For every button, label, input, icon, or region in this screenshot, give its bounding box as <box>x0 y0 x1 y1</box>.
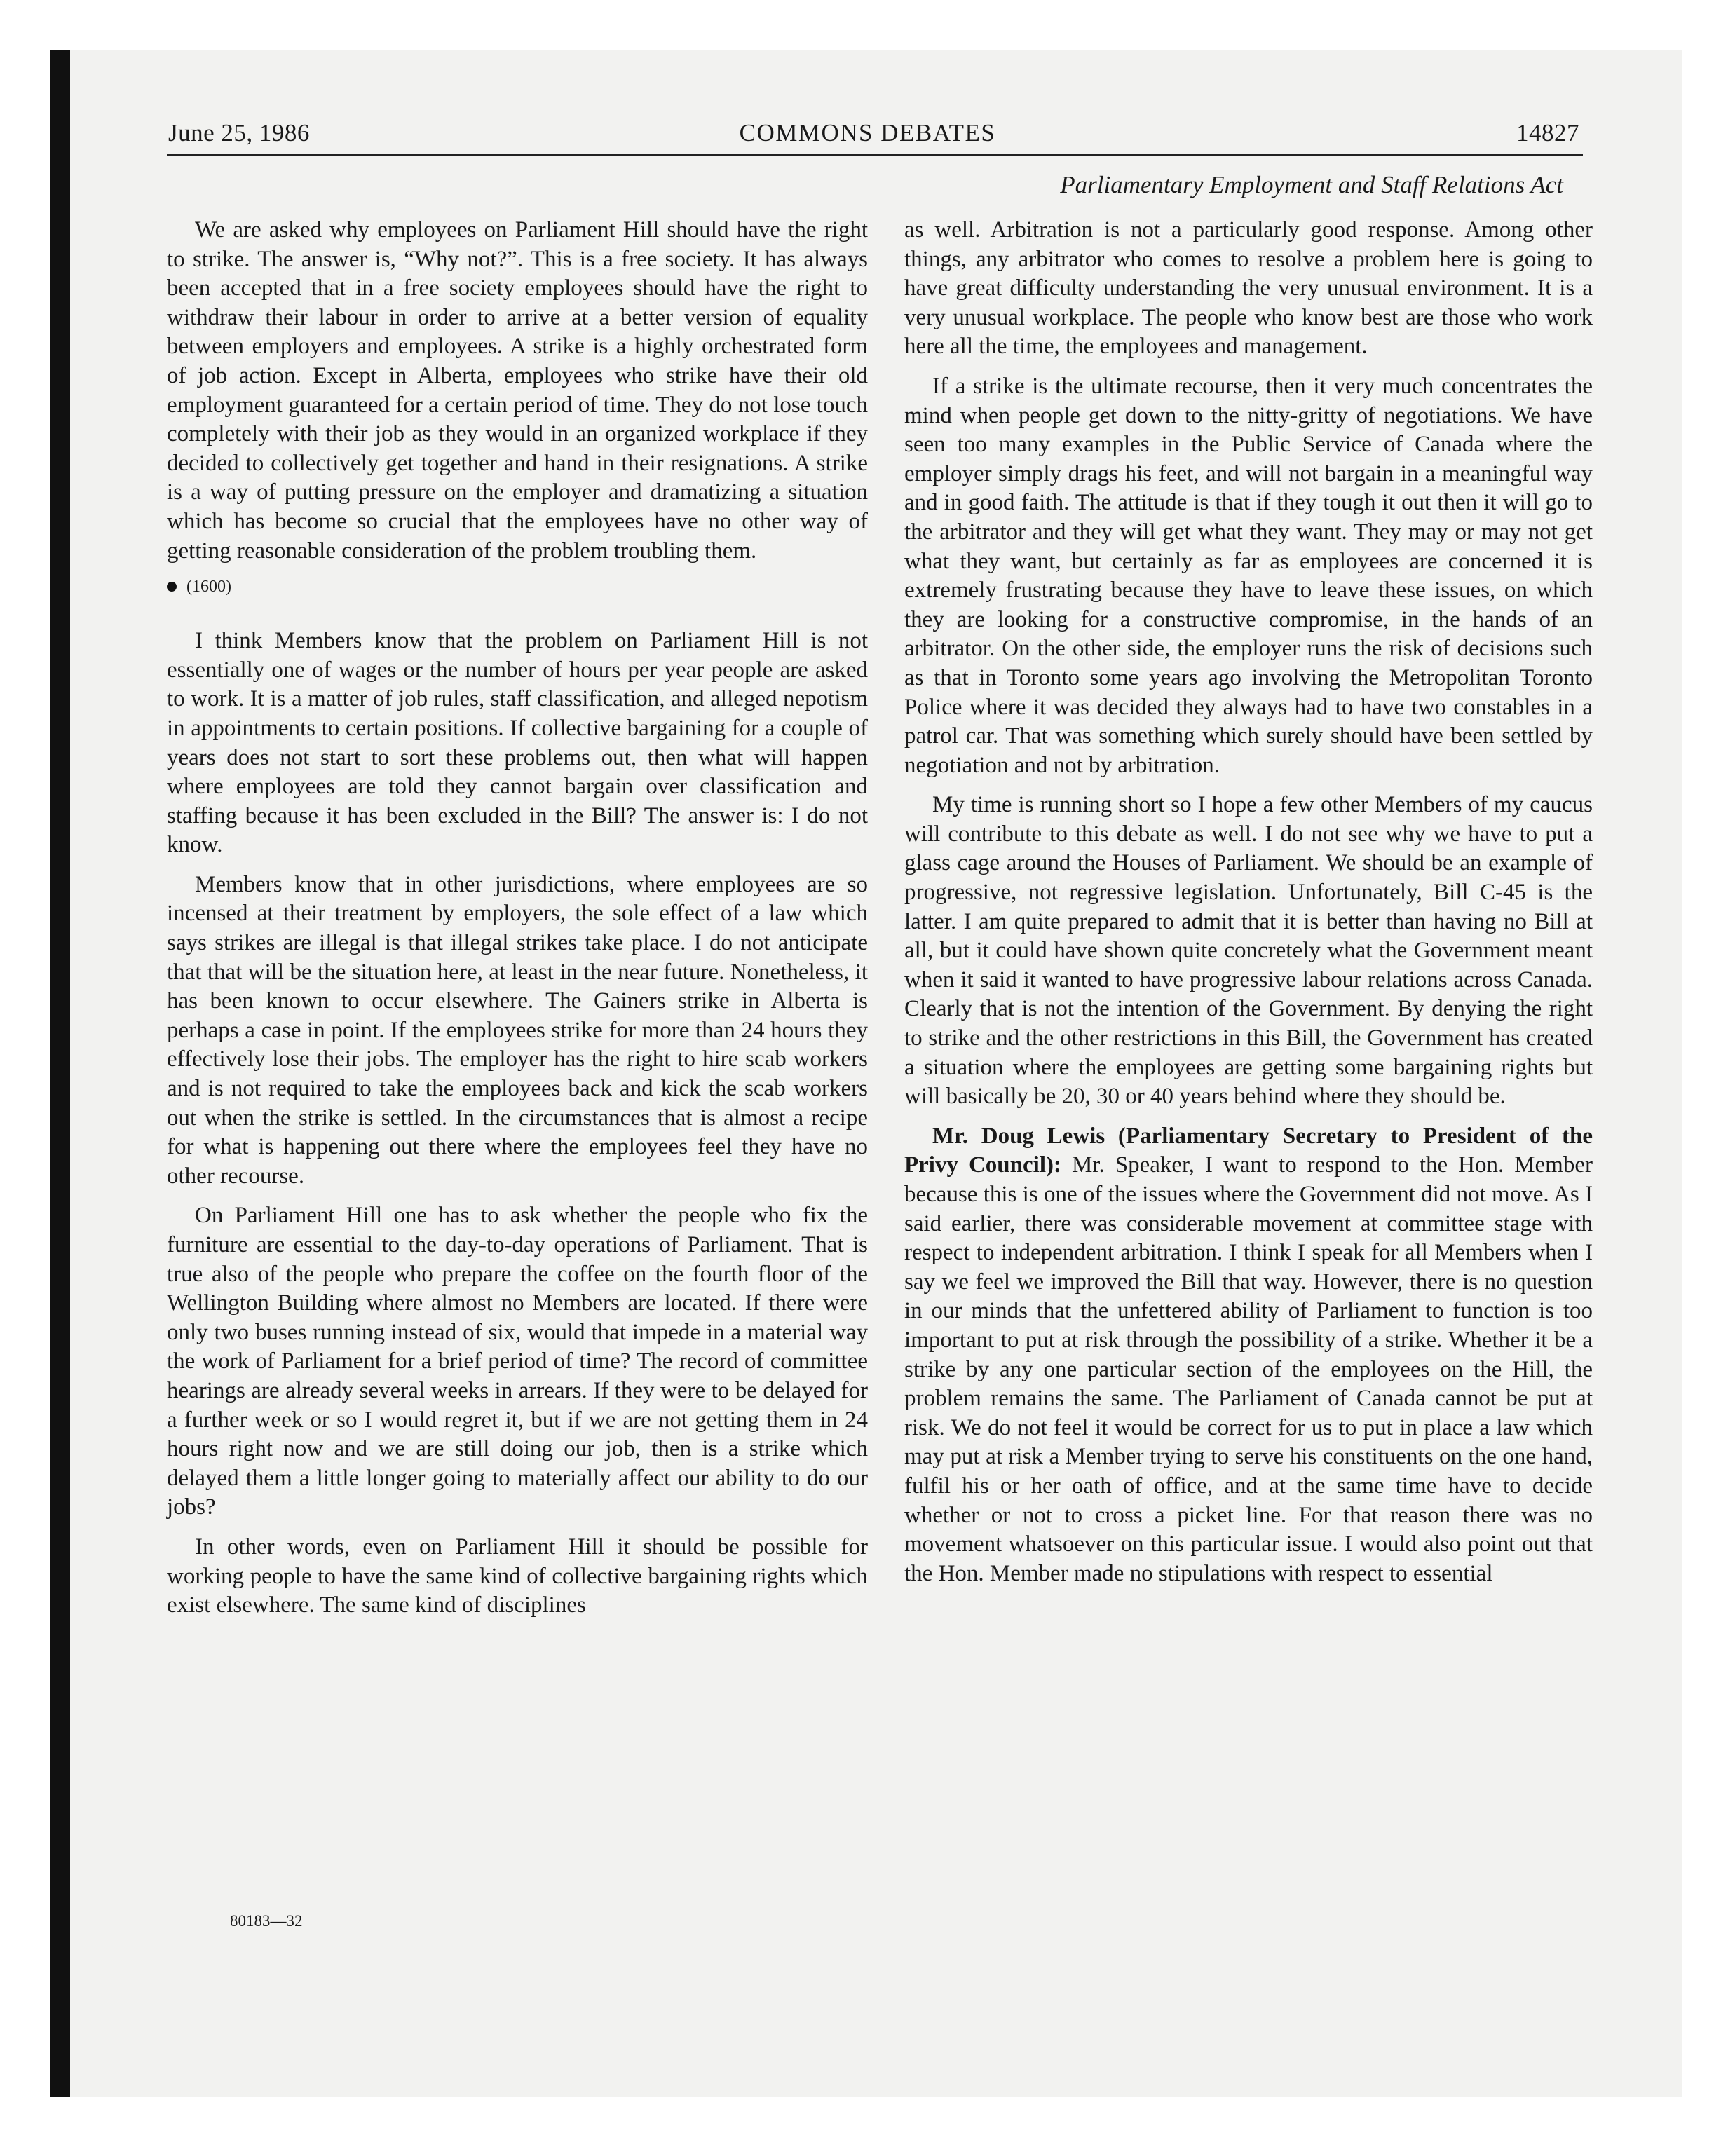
scan-edge <box>50 50 70 2097</box>
left-paragraph-4: On Parliament Hill one has to ask whether the people who fix the furniture are essential to the day-to-day operations of Parliament. That is true also of the people who prepare the coffee on the fourth floor of the Wellington Building where almost no Members are located. If there were only two buses running instead of six, would that impede in a material way the work of Parliament for a brief period of time? The record of committee hearings are already several weeks in arrears. If they were to be delayed for a further week or so I would regret it, but if we are not getting them in 24 hours right now and we are still doing our job, then is a strike which delayed them a little longer going to materially affect our ability to do our jobs? <box>167 1203 868 1520</box>
left-column <box>167 216 868 1631</box>
right-column <box>904 216 1593 1599</box>
speech-text: Mr. Speaker, I want to respond to the Hon. Member because this is one of the issues where the Government did not move. As I said earlier, there was considerable movement at committee stage with respect to independent arbitration. I think I speak for all Members when I say we feel we improved the Bill that way. However, there is no question in our minds that the unfettered ability of Parliament to function is too important to put at risk through the possibility of a strike. Whether it be a strike by any one particular section of the employees on the Hill, the problem remains the same. The Parliament of Canada cannot be put at risk. We do not feel it would be correct for us to put in place a law which may put at risk a Member trying to serve his constituents on the one hand, fulfil his or her oath of office, and at the same time have to decide whether or not to cross a picket line. For that reason there was no movement whatsoever on this particular issue. I would also point out that the Hon. Member made no stipulations with respect to essential <box>904 1152 1593 1586</box>
header-date: June 25, 1986 <box>168 119 310 146</box>
right-paragraph-1: as well. Arbitration is not a particularly good response. Among other things, any arbitrator who comes to resolve a problem here is going to have great difficulty understanding the very unusual environment. It is a very unusual workplace. The people who know best are those who work here all the time, the employees and management. <box>904 217 1593 360</box>
header-title: COMMONS DEBATES <box>739 119 996 146</box>
header-page-number: 14827 <box>1516 119 1579 146</box>
subject-heading: Parliamentary Employment and Staff Relations Act <box>1060 171 1563 198</box>
time-marker <box>167 576 868 597</box>
left-paragraph-2: I think Members know that the problem on Parliament Hill is not essentially one of wages or the number of hours per year people are asked to work. It is a matter of job rules, staff classification, and alleged nepotism in appointments to certain positions. If collective bargaining for a couple of years does not start to sort these problems out, then what will happen where employees are told they cannot bargain over classification and staffing because it has been excluded in the Bill? The answer is: I do not know. <box>167 628 868 858</box>
right-paragraph-3: My time is running short so I hope a few other Members of my caucus will contribute to this debate as well. I do not see why we have to put a glass cage around the Houses of Parliament. We should be an example of progressive, not regressive legislation. Unfortunately, Bill C-45 is the latter. I am quite prepared to admit that it is better than having no Bill at all, but it could have shown quite concretely what the Government meant when it said it wanted to have progressive labour relations across Canada. Clearly that is not the intention of the Government. By denying the right to strike and the other restrictions in this Bill, the Government has created a situation where the employees are getting some bargaining rights but will basically be 20, 30 or 40 years behind where they should be. <box>904 792 1593 1110</box>
left-paragraph-1: We are asked why employees on Parliament Hill should have the right to strike. The answer is, “Why not?”. This is a free society. It has always been accepted that in a free society employees should have the right to withdraw their labour in order to arrive at a better version of equality between employers and employees. A strike is a highly orchestrated form of job action. Except in Alberta, employees who strike have their old employment guaranteed for a certain period of time. They do not lose touch completely with their job as they would in an organized workplace if they decided to collectively get together and hand in their resignations. A strike is a way of putting pressure on the employer and dramatizing a situation which has become so crucial that the employees have no other way of getting reasonable consideration of the problem troubling them. <box>167 217 868 564</box>
footer-code: 80183—32 <box>230 1912 303 1930</box>
timestamp: (1600) <box>186 578 231 596</box>
left-paragraph-5: In other words, even on Parliament Hill it should be possible for working people to have the same kind of collective bargaining rights which exist elsewhere. The same kind of disciplines <box>167 1534 868 1618</box>
right-paragraph-2: If a strike is the ultimate recourse, then it very much concentrates the mind when people get down to the nitty-gritty of negotiations. We have seen too many examples in the Public Service of Canada where the employer simply drags his feet, and will not bargain in a meaningful way and in good faith. The attitude is that if they tough it out then it will go to the arbitrator and they will get what they want. They may or may not get what they want, but certainly as far as employees are concerned it is extremely frustrating because they have to leave these issues, on which they are looking for a constructive compromise, in the hands of an arbitrator. On the other side, the employer runs the risk of decisions such as that in Toronto some years ago involving the Metropolitan Toronto Police where it was decided they always had to have two constables in a patrol car. That was something which surely should have been settled by negotiation and not by arbitration. <box>904 373 1593 778</box>
right-paragraph-4 <box>904 1122 1593 1589</box>
header-rule <box>167 154 1583 156</box>
speaker-name: Mr. Doug Lewis (Parliamentary Secretary to President of the Privy Council): <box>904 1123 1593 1178</box>
left-paragraph-3: Members know that in other jurisdictions, where employees are so incensed at their treatment by employers, the sole effect of a law which says strikes are illegal is that illegal strikes take place. I do not anticipate that that will be the situation here, at least in the near future. Nonetheless, it has been known to occur elsewhere. The Gainers strike in Alberta is perhaps a case in point. If the employees strike for more than 24 hours they effectively lose their jobs. The employer has the right to hire scab workers and is not required to take the employees back and kick the scab workers out when the strike is settled. In the circumstances that is almost a recipe for what is happening out there where the employees feel they have no other recourse. <box>167 871 868 1189</box>
bullet-icon <box>167 582 177 592</box>
